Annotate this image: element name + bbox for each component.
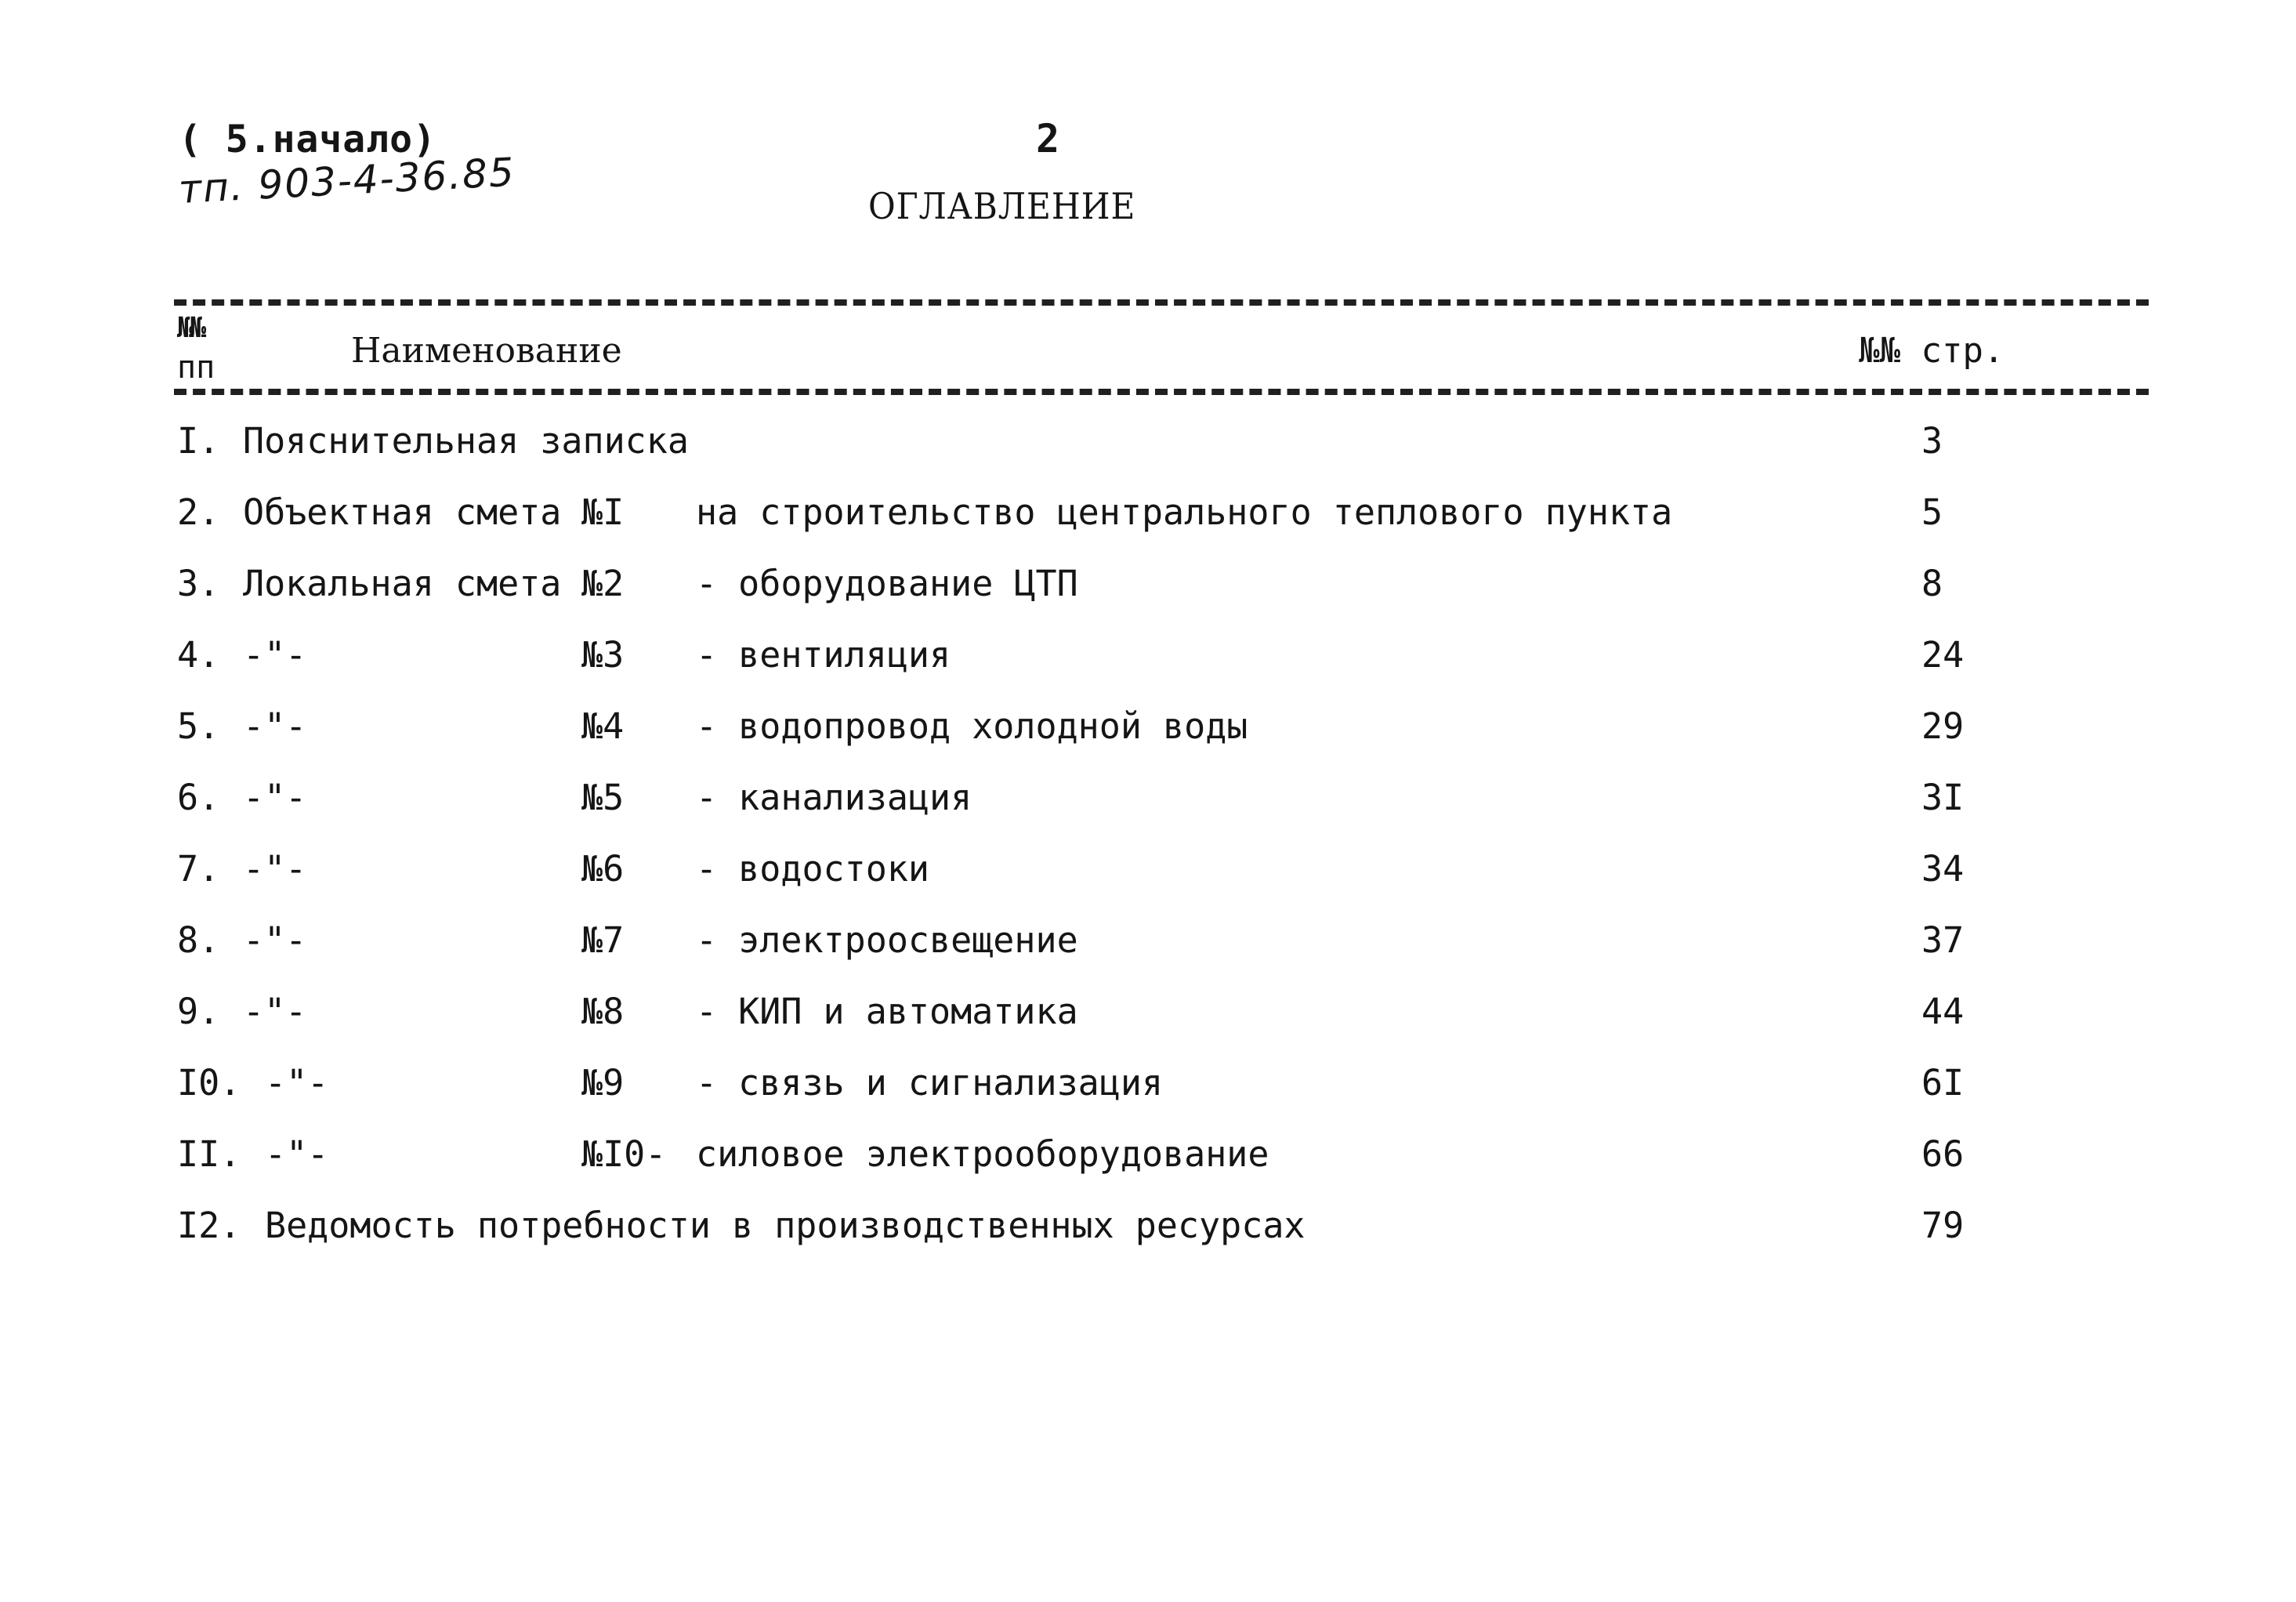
document-header bbox=[179, 116, 516, 212]
toc-row-page: 6I bbox=[1921, 1062, 1965, 1104]
toc-row bbox=[0, 1205, 2296, 1267]
toc-row-type: Локальная смета bbox=[243, 563, 562, 604]
toc-row bbox=[0, 777, 2296, 839]
toc-row-description: - водостоки bbox=[696, 848, 930, 890]
toc-row bbox=[0, 634, 2296, 697]
toc-row bbox=[0, 420, 2296, 483]
toc-row-type: -"- bbox=[243, 634, 307, 676]
toc-row-description: - КИП и автоматика bbox=[696, 991, 1078, 1032]
toc-row-description: - связь и сигнализация bbox=[696, 1062, 1164, 1104]
page-title: ОГЛАВЛЕНИЕ bbox=[868, 185, 1136, 227]
toc-row-estimate-number: №3 bbox=[581, 634, 625, 676]
toc-row-number: 5. bbox=[177, 705, 220, 747]
toc-row-type: -"- bbox=[243, 991, 307, 1032]
toc-row-estimate-number: №I bbox=[581, 491, 625, 533]
toc-row-number: I. bbox=[177, 420, 220, 462]
toc-row-description: силовое электрооборудование bbox=[696, 1133, 1269, 1175]
toc-row bbox=[0, 1133, 2296, 1196]
toc-row bbox=[0, 705, 2296, 768]
toc-row-type: -"- bbox=[265, 1133, 329, 1175]
toc-row-number: 4. bbox=[177, 634, 220, 676]
toc-row bbox=[0, 991, 2296, 1053]
toc-row-number: 2. bbox=[177, 491, 220, 533]
toc-row-number: I0. bbox=[177, 1062, 241, 1104]
column-header-number-sub: пп bbox=[177, 350, 215, 386]
toc-row bbox=[0, 848, 2296, 911]
toc-row-type: Объектная смета bbox=[243, 491, 562, 533]
toc-row-number: 6. bbox=[177, 777, 220, 818]
toc-row-number: I2. bbox=[177, 1205, 241, 1246]
toc-row-description: на строительство центрального теплового пункта bbox=[696, 491, 1673, 533]
toc-row-estimate-number: №4 bbox=[581, 705, 625, 747]
column-header-number: №№ bbox=[177, 312, 202, 344]
toc-row bbox=[0, 563, 2296, 625]
toc-row-type: -"- bbox=[243, 777, 307, 818]
toc-row-description: - вентиляция bbox=[696, 634, 951, 676]
toc-row bbox=[0, 919, 2296, 982]
toc-row-description: - водопровод холодной воды bbox=[696, 705, 1248, 747]
toc-row-estimate-number: №7 bbox=[581, 919, 625, 961]
toc-row-page: 3 bbox=[1921, 420, 1943, 462]
toc-row-type: -"- bbox=[243, 848, 307, 890]
column-header-name: Наименование bbox=[351, 331, 622, 371]
toc-row-description: - оборудование ЦТП bbox=[696, 563, 1078, 604]
toc-row-page: 79 bbox=[1921, 1205, 1965, 1246]
toc-row-estimate-number: №5 bbox=[581, 777, 625, 818]
toc-row-page: 37 bbox=[1921, 919, 1965, 961]
toc-row-page: 3I bbox=[1921, 777, 1965, 818]
toc-row-type: Пояснительная записка bbox=[243, 420, 689, 462]
toc-row-number: 8. bbox=[177, 919, 220, 961]
toc-row-page: 66 bbox=[1921, 1133, 1965, 1175]
toc-row-type: -"- bbox=[243, 705, 307, 747]
toc-row-estimate-number: №9 bbox=[581, 1062, 625, 1104]
toc-row-page: 29 bbox=[1921, 705, 1965, 747]
toc-row-page: 24 bbox=[1921, 634, 1965, 676]
toc-row-page: 44 bbox=[1921, 991, 1965, 1032]
toc-row-estimate-number: №8 bbox=[581, 991, 625, 1032]
toc-row-page: 8 bbox=[1921, 563, 1943, 604]
toc-row-estimate-number: №2 bbox=[581, 563, 625, 604]
toc-row bbox=[0, 491, 2296, 554]
toc-row-type: Ведомость потребности в производственных ресурсах bbox=[265, 1205, 1306, 1246]
toc-row-estimate-number: №6 bbox=[581, 848, 625, 890]
toc-row-number: 7. bbox=[177, 848, 220, 890]
toc-row-description: - канализация bbox=[696, 777, 972, 818]
toc-row-type: -"- bbox=[243, 919, 307, 961]
toc-row-page: 5 bbox=[1921, 491, 1943, 533]
column-header-page: №№ стр. bbox=[1859, 331, 2004, 371]
project-code-handwritten: тп. 903-4-36.85 bbox=[177, 149, 517, 212]
toc-row bbox=[0, 1062, 2296, 1125]
toc-row-number: II. bbox=[177, 1133, 241, 1175]
toc-row-page: 34 bbox=[1921, 848, 1965, 890]
toc-row-description: - электроосвещение bbox=[696, 919, 1078, 961]
section-stamp: ( 5.начало) bbox=[179, 118, 436, 161]
toc-row-number: 9. bbox=[177, 991, 220, 1032]
toc-row-type: -"- bbox=[265, 1062, 329, 1104]
toc-row-estimate-number: №I0- bbox=[581, 1133, 667, 1175]
toc-row-number: 3. bbox=[177, 563, 220, 604]
page-number: 2 bbox=[1036, 116, 1060, 161]
table-top-rule bbox=[174, 299, 2149, 306]
table-header-rule bbox=[174, 389, 2149, 395]
